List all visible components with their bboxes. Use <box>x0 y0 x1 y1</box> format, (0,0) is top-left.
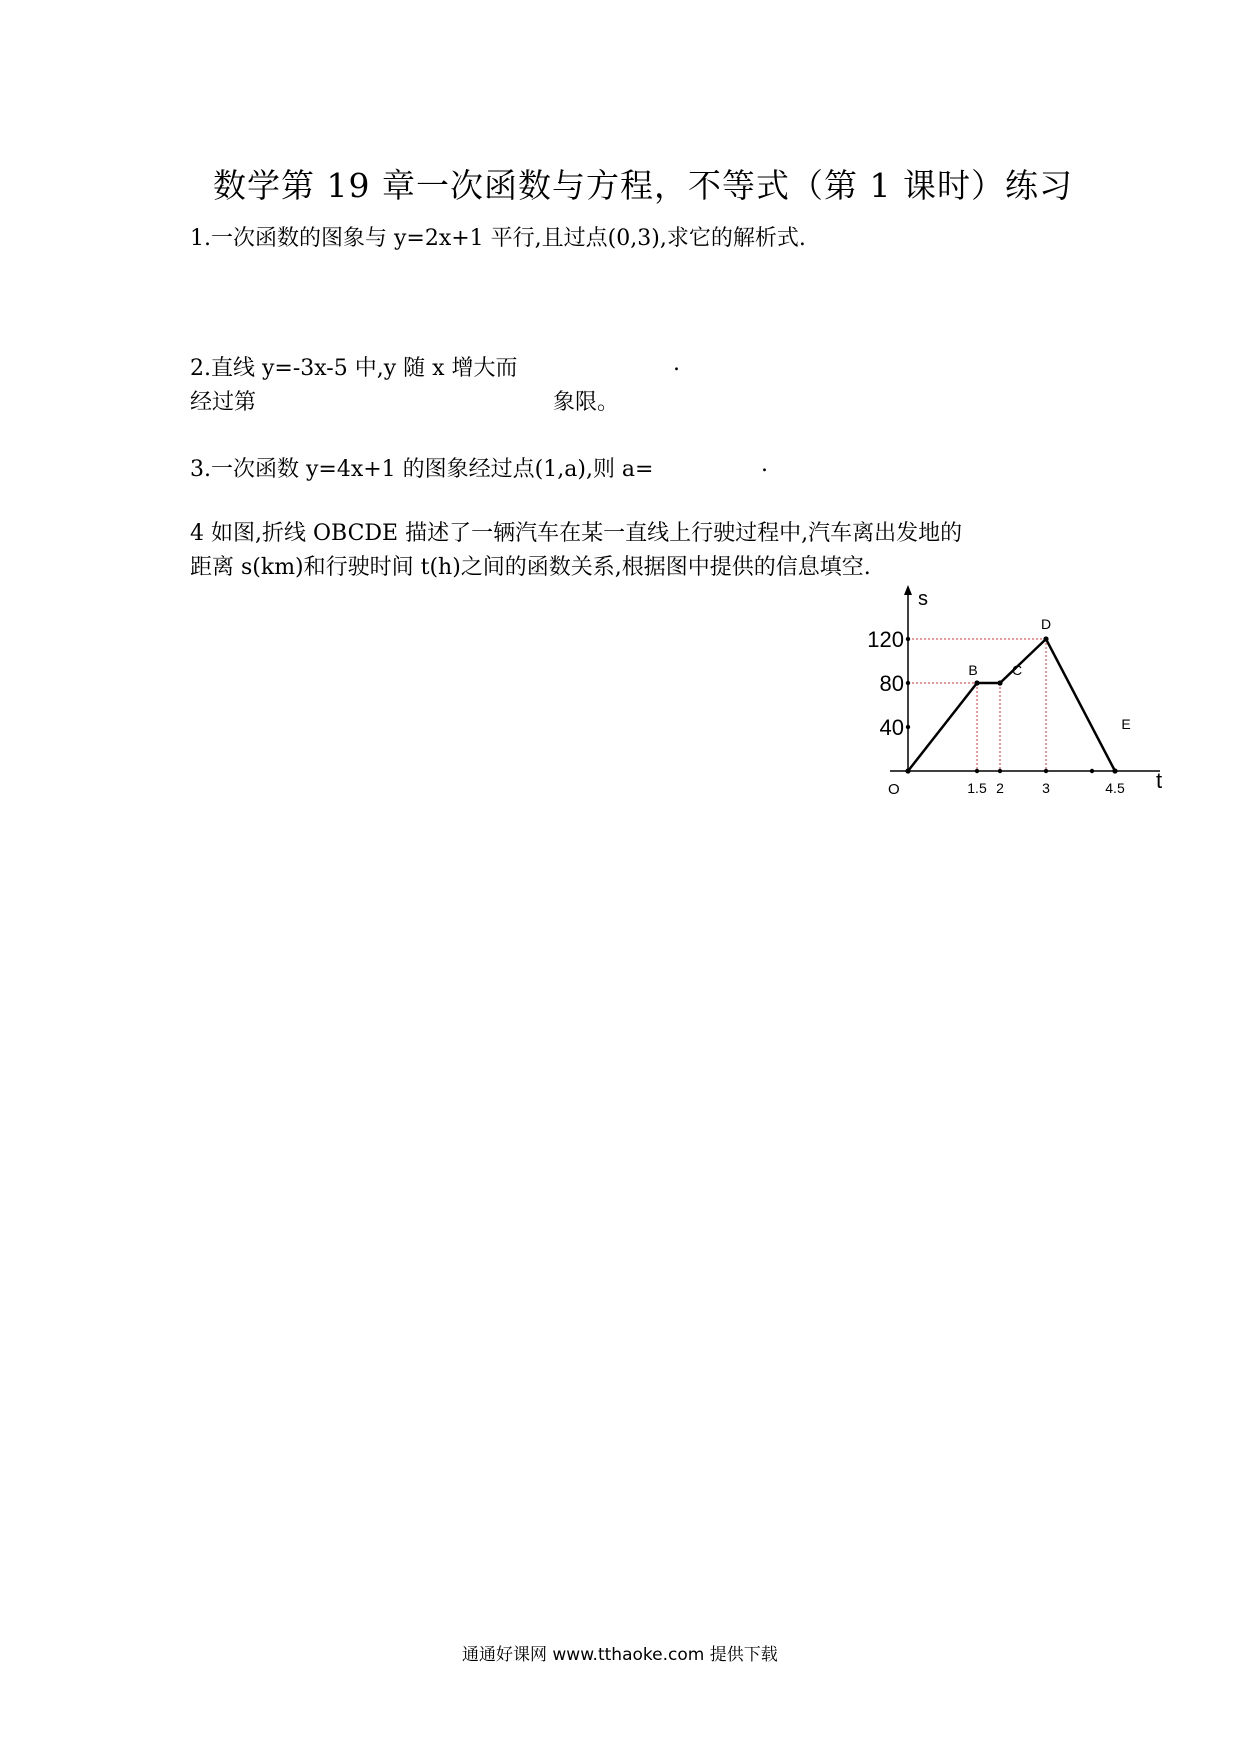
point-label-c: C <box>1011 662 1023 678</box>
x-tick-label: 2 <box>996 780 1004 796</box>
series-line <box>908 639 1115 771</box>
question-1: 1.一次函数的图象与 y=2x+1 平行,且过点(0,3),求它的解析式. <box>190 226 806 251</box>
x-tick-mark <box>1044 769 1048 773</box>
point-label-e: E <box>1121 716 1131 732</box>
x-tick-mark <box>975 769 979 773</box>
x-tick-mark <box>998 769 1002 773</box>
question-4-line-1: 4 如图,折线 OBCDE 描述了一辆汽车在某一直线上行驶过程中,汽车离出发地的 <box>190 521 963 546</box>
question-3: 3.一次函数 y=4x+1 的图象经过点(1,a),则 a= <box>190 457 654 482</box>
point-b <box>974 680 979 685</box>
question-4-line-2: 距离 s(km)和行驶时间 t(h)之间的函数关系,根据图中提供的信息填空. <box>190 555 871 580</box>
point-c <box>997 680 1002 685</box>
question-2-line-2: 经过第 <box>190 390 257 415</box>
footer: 通通好课网 www.tthaoke.com 提供下载 <box>462 1645 778 1665</box>
y-tick-label: 40 <box>879 715 904 740</box>
y-tick-mark <box>906 725 910 729</box>
x-tick-label: 4.5 <box>1105 780 1125 796</box>
y-tick-mark <box>906 637 910 641</box>
question-2-line-2-end: 象限。 <box>553 390 620 415</box>
x-tick-label: 1.5 <box>967 780 987 796</box>
question-2-line-1-end: . <box>673 351 680 376</box>
page-title: 数学第 19 章一次函数与方程，不等式（第 1 课时）练习 <box>213 166 1073 205</box>
point-label-d: D <box>1040 616 1052 632</box>
x-tick-mark <box>1090 769 1094 773</box>
question-3-end: . <box>761 452 768 477</box>
y-axis-label: s <box>918 588 928 610</box>
y-tick-label: 80 <box>879 671 904 696</box>
point-d <box>1043 636 1048 641</box>
point-label-b: B <box>968 662 978 678</box>
point-o <box>905 768 910 773</box>
question-2-line-1: 2.直线 y=-3x-5 中,y 随 x 增大而 <box>190 356 518 381</box>
y-tick-mark <box>906 681 910 685</box>
x-tick-label: 3 <box>1042 780 1050 796</box>
point-e <box>1112 768 1117 773</box>
x-axis-label: t <box>1156 768 1163 793</box>
distance-time-graph <box>860 585 1180 815</box>
y-tick-label: 120 <box>867 627 904 652</box>
y-axis-arrow <box>904 585 912 595</box>
origin-label: O <box>888 781 900 798</box>
